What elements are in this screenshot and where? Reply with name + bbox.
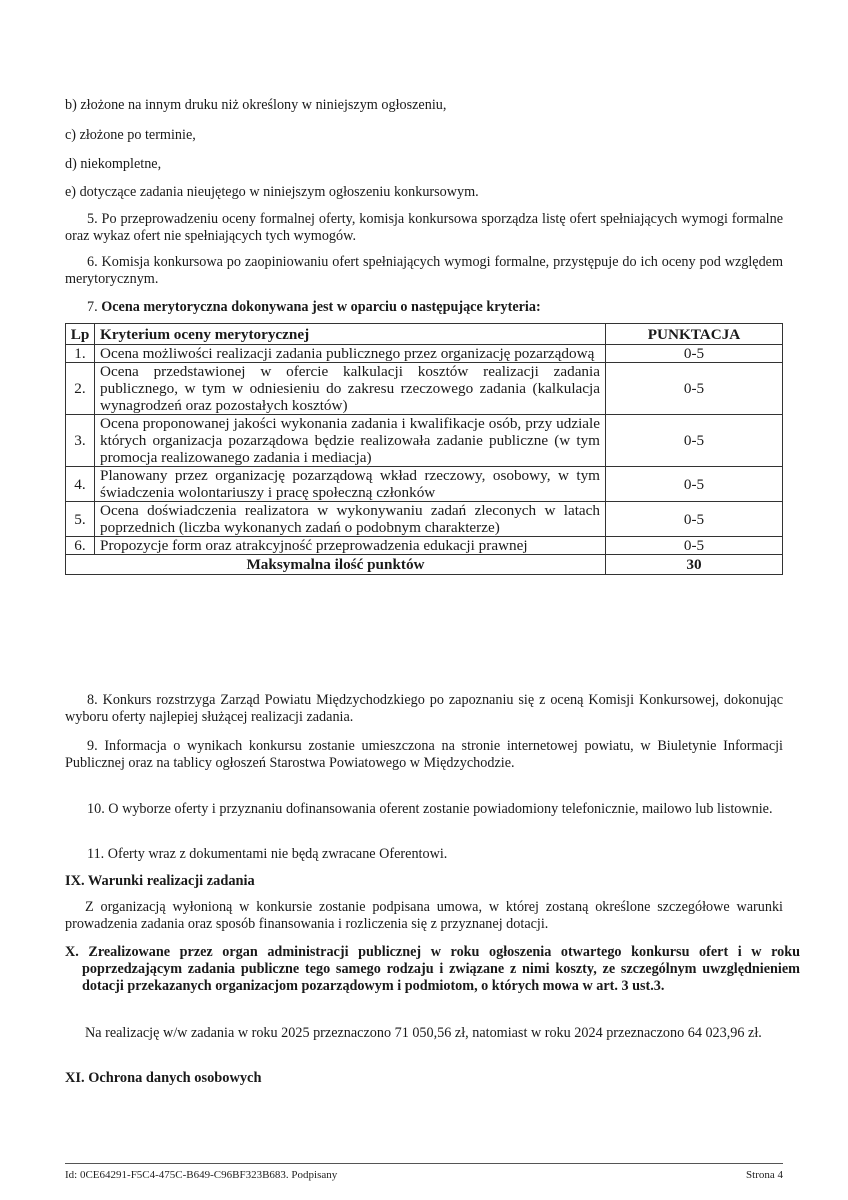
list-item-e: e) dotyczące zadania nieujętego w niniejszym ogłoszeniu konkursowym.: [65, 184, 479, 200]
table-row: [66, 502, 783, 537]
table-header-row: [66, 324, 783, 345]
row-lp: 4.: [66, 467, 95, 502]
header-points: PUNKTACJA: [606, 324, 783, 345]
page-number: Strona 4: [746, 1169, 783, 1181]
row-points: 0-5: [606, 345, 783, 363]
row-lp: 2.: [66, 363, 95, 415]
table-row: [66, 537, 783, 555]
row-lp: 1.: [66, 345, 95, 363]
row-criterion: Ocena możliwości realizacji zadania publicznego przez organizację pozarządową: [95, 345, 606, 363]
paragraph-11: 11. Oferty wraz z dokumentami nie będą zwracane Oferentowi.: [87, 846, 448, 862]
footer-divider: [65, 1163, 783, 1164]
row-lp: 5.: [66, 502, 95, 537]
document-id: Id: 0CE64291-F5C4-475C-B649-C96BF323B683. Podpisany: [65, 1169, 338, 1181]
row-points: 0-5: [606, 537, 783, 555]
row-points: 0-5: [606, 467, 783, 502]
row-lp: 6.: [66, 537, 95, 555]
paragraph-6: 6. Komisja konkursowa po zaopiniowaniu ofert spełniających wymogi formalne, przystępuje do ich oceny pod względem merytorycznym.: [65, 254, 783, 287]
table-total-row: [66, 555, 783, 575]
paragraph-7: [65, 299, 783, 316]
header-criterion: Kryterium oceny merytorycznej: [95, 324, 606, 345]
total-value: 30: [606, 555, 783, 575]
paragraph-9: 9. Informacja o wynikach konkursu zostanie umieszczona na stronie internetowej powiatu, w Biuletynie Informacji Publicznej oraz na tablicy ogłoszeń Starostwa Powiatowego w Międzychodzie.: [65, 738, 783, 771]
section-x-heading: X. Zrealizowane przez organ administracji publicznej w roku ogłoszenia otwartego konkursu ofert i w roku poprzedzającym zadania publiczne tego samego rodzaju i związane z nimi koszty, ze szczególnym uwzględnieniem dotacji przekazanych organizacjom pozarządowym i podmiotom, o których mowa w art. 3 ust.3.: [65, 944, 800, 994]
row-points: 0-5: [606, 502, 783, 537]
section-xi-heading: XI. Ochrona danych osobowych: [65, 1070, 262, 1086]
row-criterion: Ocena przedstawionej w ofercie kalkulacji kosztów realizacji zadania publicznego, w tym w odniesieniu do zakresu rzeczowego zadania (kalkulacja wynagrodzeń oraz pozostałych kosztów): [95, 363, 606, 415]
section-ix-heading: IX. Warunki realizacji zadania: [65, 873, 255, 889]
table-row: [66, 467, 783, 502]
header-lp: Lp: [66, 324, 95, 345]
row-lp: 3.: [66, 415, 95, 467]
list-item-c: c) złożone po terminie,: [65, 127, 196, 143]
paragraph-10: 10. O wyborze oferty i przyznaniu dofinansowania oferent zostanie powiadomiony telefonicznie, mailowo lub listownie.: [87, 801, 773, 817]
total-label: Maksymalna ilość punktów: [66, 555, 606, 575]
row-criterion: Ocena doświadczenia realizatora w wykonywaniu zadań zleconych w latach poprzednich (liczba wykonanych zadań o podobnym charakterze): [95, 502, 606, 537]
section-x-text: Na realizację w/w zadania w roku 2025 przeznaczono 71 050,56 zł, natomiast w roku 2024 przeznaczono 64 023,96 zł.: [85, 1025, 762, 1041]
list-item-b: b) złożone na innym druku niż określony w niniejszym ogłoszeniu,: [65, 97, 447, 113]
paragraph-7-heading: Ocena merytoryczna dokonywana jest w oparciu o następujące kryteria:: [101, 299, 541, 315]
list-item-d: d) niekompletne,: [65, 156, 162, 172]
row-points: 0-5: [606, 363, 783, 415]
row-criterion: Propozycje form oraz atrakcyjność przeprowadzenia edukacji prawnej: [95, 537, 606, 555]
table-row: [66, 363, 783, 415]
table-row: [66, 415, 783, 467]
paragraph-5: 5. Po przeprowadzeniu oceny formalnej oferty, komisja konkursowa sporządza listę ofert spełniających wymogi formalne oraz wykaz ofert nie spełniających tych wymogów.: [65, 211, 783, 244]
paragraph-7-number: 7.: [87, 299, 98, 315]
table-row: [66, 345, 783, 363]
paragraph-8: 8. Konkurs rozstrzyga Zarząd Powiatu Międzychodzkiego po zapoznaniu się z oceną Komisji Konkursowej, dokonując wyboru oferty najlepiej służącej realizacji zadania.: [65, 692, 783, 725]
section-ix-text: Z organizacją wyłonioną w konkursie zostanie podpisana umowa, w której zostaną określone szczegółowe warunki prowadzenia zadania oraz sposób finansowania i rozliczenia się z przyznanej dotacji.: [65, 899, 783, 932]
row-points: 0-5: [606, 415, 783, 467]
row-criterion: Ocena proponowanej jakości wykonania zadania i kwalifikacje osób, przy udziale których organizacja pozarządowa będzie realizowała zadanie publiczne (w tym promocja realizowanego zadania i mediacja): [95, 415, 606, 467]
page-footer: [65, 1169, 783, 1181]
row-criterion: Planowany przez organizację pozarządową wkład rzeczowy, osobowy, w tym świadczenia wolontariuszy i pracę społeczną członków: [95, 467, 606, 502]
criteria-table: [65, 323, 783, 575]
